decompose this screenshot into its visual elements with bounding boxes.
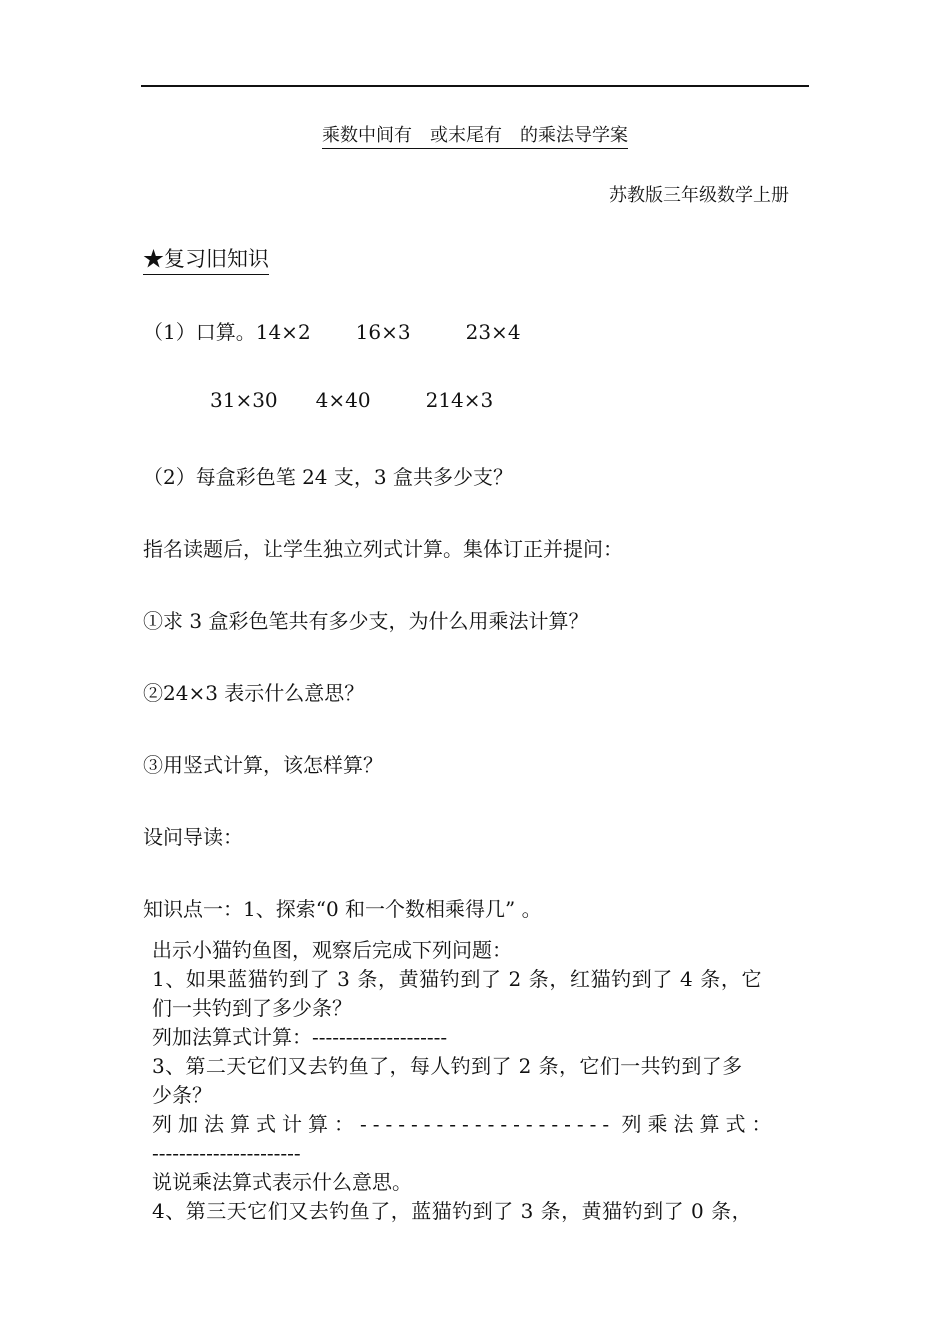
math-item: 14×2 (255, 320, 311, 344)
question-2: （2）每盒彩色笔 24 支，3 盒共多少支？ (143, 465, 513, 489)
section-heading-review: ★复习旧知识 (143, 243, 269, 273)
paragraph-line: 列加法算式计算：-------------------- (152, 1025, 448, 1049)
math-item: 16×3 (355, 320, 411, 344)
review-question-1: ①求 3 盒彩色笔共有多少支，为什么用乘法计算？ (143, 609, 589, 633)
page-subtitle: 苏教版三年级数学上册 (609, 185, 789, 206)
paragraph-line: 们一共钓到了多少条？ (152, 996, 352, 1020)
add-expression-label: 列加法算式计算：-------------------- (152, 1112, 616, 1136)
paragraph-line: 4、第三天它们又去钓鱼了，蓝猫钓到了 3 条，黄猫钓到了 0 条， (152, 1199, 753, 1223)
paragraph-line (152, 1110, 798, 1139)
page-title: 乘数中间有 或末尾有 的乘法导学案 (0, 121, 950, 147)
paragraph-line: 出示小猫钓鱼图，观察后完成下列问题： (152, 938, 512, 962)
knowledge-point-heading: 知识点一：1、探索“0 和一个数相乘得几” 。 (143, 897, 542, 921)
paragraph-line: 1、如果蓝猫钓到了 3 条，黄猫钓到了 2 条，红猫钓到了 4 条，它 (152, 967, 763, 991)
review-question-2: ②24×3 表示什么意思？ (143, 681, 365, 705)
instruction-text: 指名读题后，让学生独立列式计算。集体订正并提问： (143, 537, 623, 561)
paragraph-line: 3、第二天它们又去钓鱼了，每人钓到了 2 条，它们一共钓到了多 (152, 1054, 743, 1078)
knowledge-point-body (152, 936, 800, 1226)
math-item: 23×4 (465, 320, 521, 344)
guide-label: 设问导读： (143, 825, 243, 849)
mental-math-label: （1）口算。 (143, 320, 256, 344)
math-item: 214×3 (425, 388, 494, 412)
review-question-3: ③用竖式计算，该怎样算？ (143, 753, 383, 777)
answer-dashes: ---------------------- (152, 1141, 301, 1165)
mul-expression-label: 列乘法算式： (621, 1112, 778, 1136)
mental-math-row-2 (210, 388, 493, 412)
math-item: 4×40 (315, 388, 371, 412)
mental-math-row-1 (143, 316, 521, 345)
paragraph-line: 说说乘法算式表示什么意思。 (152, 1170, 412, 1194)
math-item: 31×30 (210, 388, 278, 412)
header-rule (141, 85, 809, 87)
paragraph-line: 少条？ (152, 1083, 212, 1107)
